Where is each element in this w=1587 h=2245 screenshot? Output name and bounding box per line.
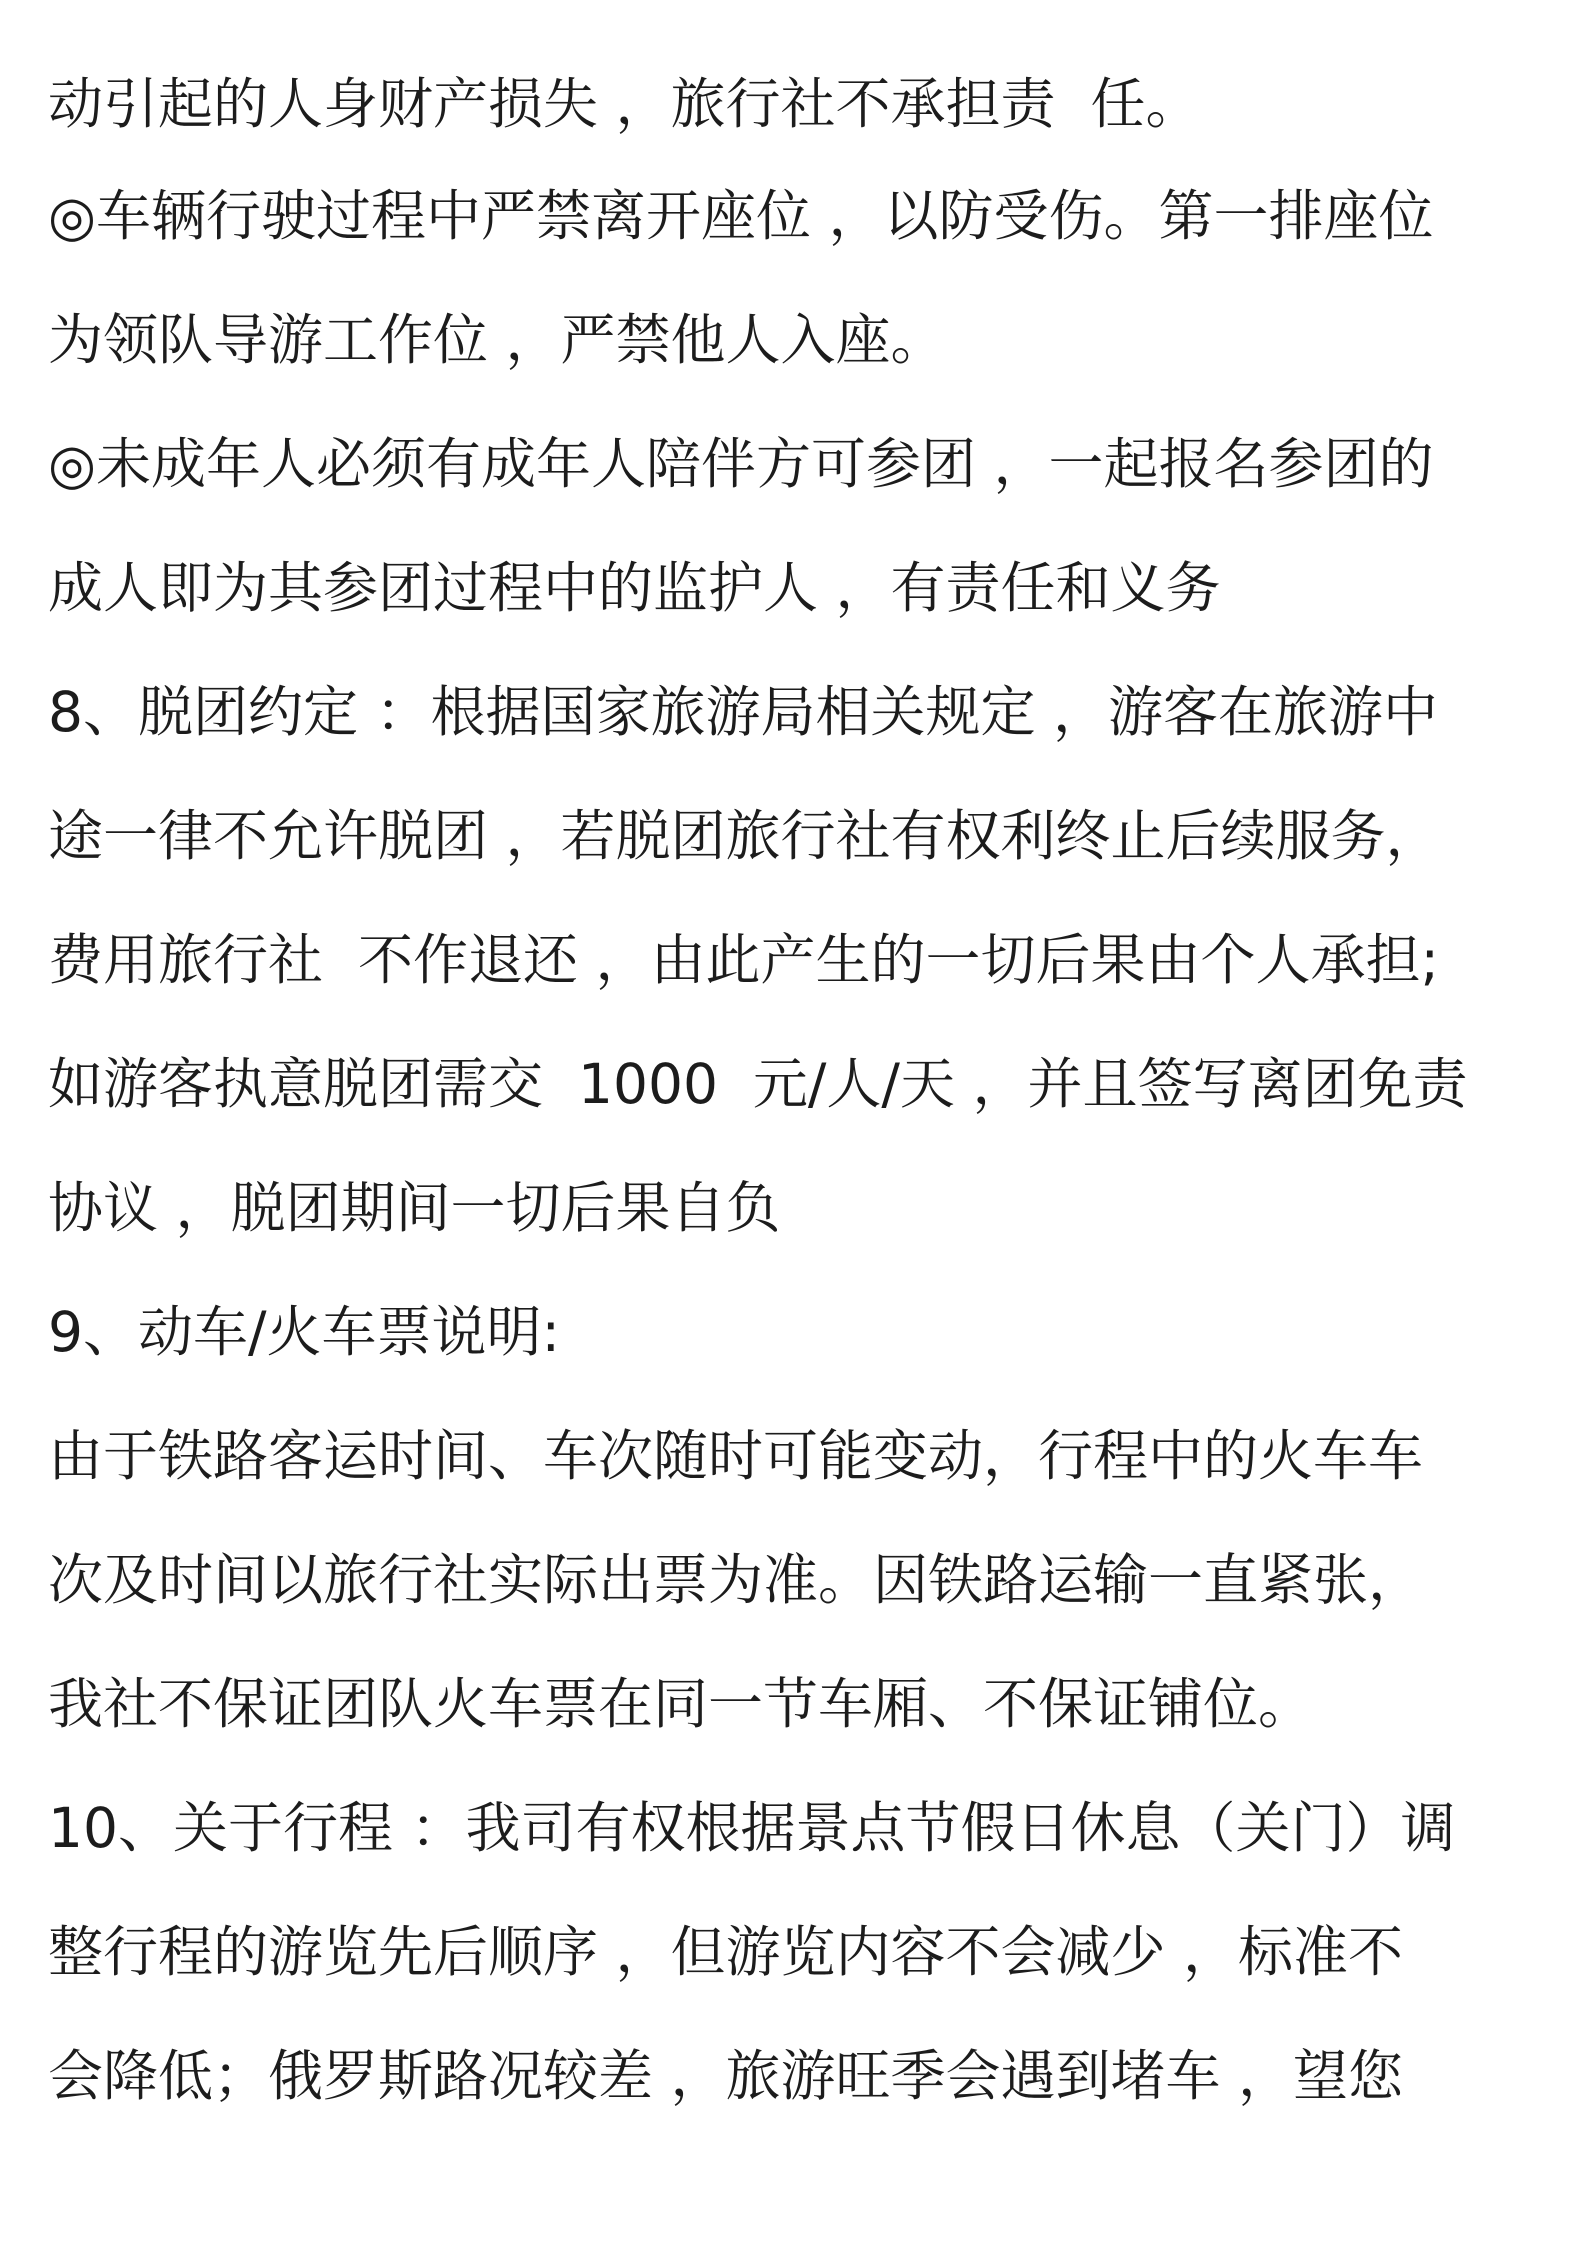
text-line: 动引起的人身财产损失 ，旅行社不承担责 任。 xyxy=(48,72,1201,136)
text-line: 为领队导游工作位 ，严禁他人入座。 xyxy=(48,308,946,372)
text-line: ◎未成年人必须有成年人陪伴方可参团 ，一起报名参团的 xyxy=(48,432,1434,496)
section-heading-8: 8、脱团约定 ：根据国家旅游局相关规定 ，游客在旅游中 xyxy=(48,680,1438,744)
text-line: 次及时间以旅行社实际出票为准。因铁路运输一直紧张， xyxy=(48,1548,1424,1612)
text-line: 费用旅行社 不作退还 ，由此产生的一切后果由个人承担; xyxy=(48,928,1439,992)
section-heading-10: 10、关于行程 ：我司有权根据景点节假日休息（关门）调 xyxy=(48,1796,1456,1860)
document-body xyxy=(48,42,1548,2138)
text-line: 途一律不允许脱团 ，若脱团旅行社有权利终止后续服务， xyxy=(48,804,1441,868)
text-line: 协议 ，脱团期间一切后果自负 xyxy=(48,1176,781,1240)
text-line: 会降低；俄罗斯路况较差 ，旅游旺季会遇到堵车 ，望您 xyxy=(48,2044,1403,2108)
text-line: 由于铁路客运时间、车次随时可能变动，行程中的火车车 xyxy=(48,1424,1424,1488)
section-heading-9: 9、动车/火车票说明: xyxy=(48,1300,561,1364)
text-line: 我社不保证团队火车票在同一节车厢、不保证铺位。 xyxy=(48,1672,1314,1736)
text-line: 如游客执意脱团需交 1000 元/人/天 ，并且签写离团免责 xyxy=(48,1052,1468,1116)
text-line: ◎车辆行驶过程中严禁离开座位 ，以防受伤。第一排座位 xyxy=(48,184,1434,248)
text-line: 整行程的游览先后顺序 ，但游览内容不会减少 ，标准不 xyxy=(48,1920,1403,1984)
text-line: 成人即为其参团过程中的监护人 ，有责任和义务 xyxy=(48,556,1221,620)
